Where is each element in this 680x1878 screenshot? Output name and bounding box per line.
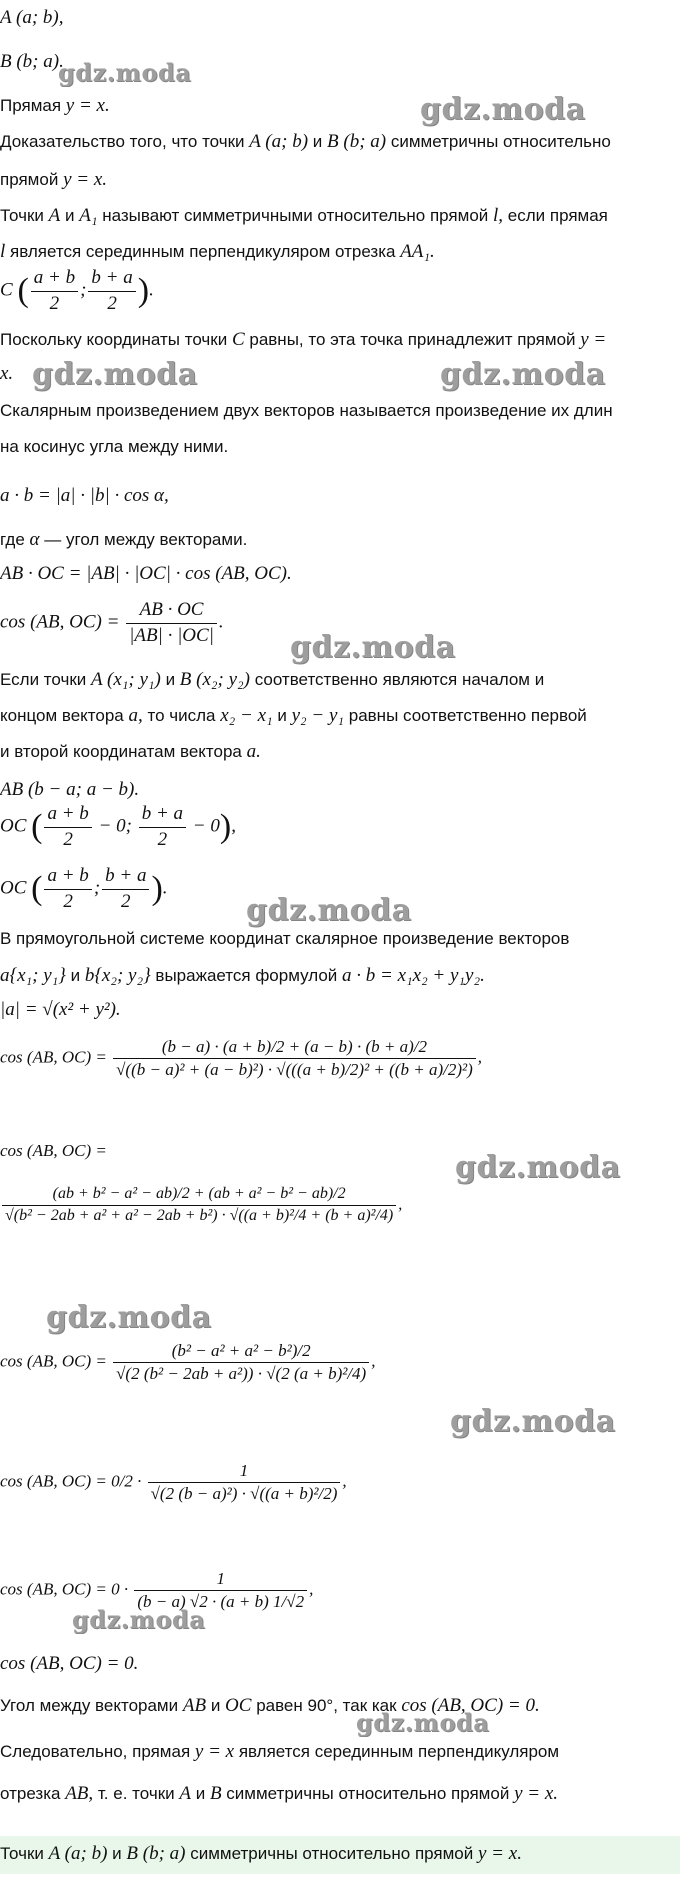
final-answer: Точки A (a; b) и B (b; a) симметричны относительно прямой y = x. xyxy=(0,1843,522,1864)
vector-coords-rule: Если точки A (x₁; y₁) и B (x₂; y₂) соответственно являются началом и xyxy=(0,669,545,690)
watermark: gdz.moda xyxy=(58,58,192,87)
proof-intro-cont: прямой y = x. xyxy=(0,169,107,190)
watermark: gdz.moda xyxy=(420,92,586,127)
perpendicular-conclusion: Следовательно, прямая y = x является серединным перпендикуляром xyxy=(0,1741,560,1762)
coordinate-dot-product: В прямоугольной системе координат скалярное произведение векторов xyxy=(0,929,570,948)
watermark: gdz.moda xyxy=(455,1150,621,1185)
angle-note: где α — угол между векторами. xyxy=(0,529,248,550)
watermark: gdz.moda xyxy=(46,1300,212,1335)
cosine-step-4: cos (AB, OC) = 0/2 · $\frac{1}{\text{√(2 (b − a)²) · √((a + b)²/2)}}$ , xyxy=(0,1460,347,1505)
cosine-step-3: cos (AB, OC) = $\frac{\text{(b² − a² + a² − b²)/2}}{\text{√(2 (b² − 2ab + a²)) · √(2 (a + b)²/4)}}$ , xyxy=(0,1340,375,1385)
watermark: gdz.moda xyxy=(246,893,412,928)
vector-oc-coords: OC ( $\frac{a + b}{2}$ − 0; $\frac{b + a}{2}$ − 0), xyxy=(0,802,236,852)
vector-coords-rule-end: и второй координатам вектора a. xyxy=(0,741,261,762)
cosine-step-5: cos (AB, OC) = 0 · $\frac{1}{(b - a) √2 \cdot (a + b) 1/√2}$ , xyxy=(0,1568,313,1613)
perpendicular-conclusion-cont: отрезка AB, т. е. точки A и B симметричны относительно прямой y = x. xyxy=(0,1783,558,1804)
cosine-step-1: cos (AB, OC) = $\frac{(b - a) \cdot (a + b)/2 + (a - b) \cdot (b + a)/2}{\text{√((b − a)² + (a − b)²) · √(((a + b)/2)² + ((b + a)/2)²)}}$ , xyxy=(0,1036,482,1081)
vector-ab-coords: AB (b − a; a − b). xyxy=(0,779,140,800)
cosine-step-2-lhs: cos (AB, OC) = xyxy=(0,1141,107,1160)
dot-product-definition-cont: на косинус угла между ними. xyxy=(0,437,229,456)
dot-product-definition: Скалярным произведением двух векторов называется произведение их длин xyxy=(0,401,613,420)
watermark: gdz.moda xyxy=(72,1605,206,1634)
midpoint-reason: Поскольку координаты точки C равны, то эта точка принадлежит прямой y = xyxy=(0,329,607,350)
midpoint-reason-cont: x. xyxy=(0,363,14,384)
dot-product-ab-oc: AB · OC = |AB| · |OC| · cos (AB, OC). xyxy=(0,563,292,584)
cosine-step-2: (ab + b² − a² − ab)/2 + (ab + a² − b² − ab)/2 √(b² − 2ab + a² + a² − 2ab + b²) · √((a + b)²/4 + (b + a)²/4) , xyxy=(0,1184,402,1227)
cosine-result: cos (AB, OC) = 0. xyxy=(0,1653,139,1674)
coordinate-dot-product-formula: a{x₁; y₁} и b{x₂; y₂} выражается формулой a · b = x₁x₂ + y₁y₂. xyxy=(0,965,485,986)
watermark: gdz.moda xyxy=(440,357,606,392)
vector-coords-rule-cont: концом вектора a, то числа x₂ − x₁ и y₂ − y₁ равны соответственно первой xyxy=(0,705,587,726)
watermark: gdz.moda xyxy=(450,1404,616,1439)
right-angle-conclusion: Угол между векторами AB и OC равен 90°, так как cos (AB, OC) = 0. xyxy=(0,1695,540,1716)
point-a: A (a; b), xyxy=(0,7,64,28)
definition-symmetric-cont: l является серединным перпендикуляром отрезка AA₁. xyxy=(0,241,435,262)
watermark: gdz.moda xyxy=(32,357,198,392)
definition-symmetric: Точки A и A₁ называют симметричными относительно прямой l, если прямая xyxy=(0,205,608,226)
watermark: gdz.moda xyxy=(290,630,456,665)
point-b: B (b; a). xyxy=(0,51,64,72)
line-statement: Прямая y = x. xyxy=(0,95,110,116)
midpoint-c: C ( $\frac{a + b}{2}$ ; $\frac{b + a}{2}$ ). xyxy=(0,266,154,316)
dot-product-formula: a · b = |a| · |b| · cos α, xyxy=(0,485,169,506)
vector-oc-simplified: OC ( $\frac{a + b}{2}$ ; $\frac{b + a}{2}$ ). xyxy=(0,864,168,914)
vector-length-formula: |a| = √(x² + y²). xyxy=(0,999,121,1020)
watermark: gdz.moda xyxy=(356,1708,490,1737)
proof-intro: Доказательство того, что точки A (a; b) и B (b; a) симметричны относительно xyxy=(0,131,611,152)
cosine-formula: cos (AB, OC) = $\frac{AB \cdot OC}{|AB| \cdot |OC|}$ . xyxy=(0,598,224,648)
